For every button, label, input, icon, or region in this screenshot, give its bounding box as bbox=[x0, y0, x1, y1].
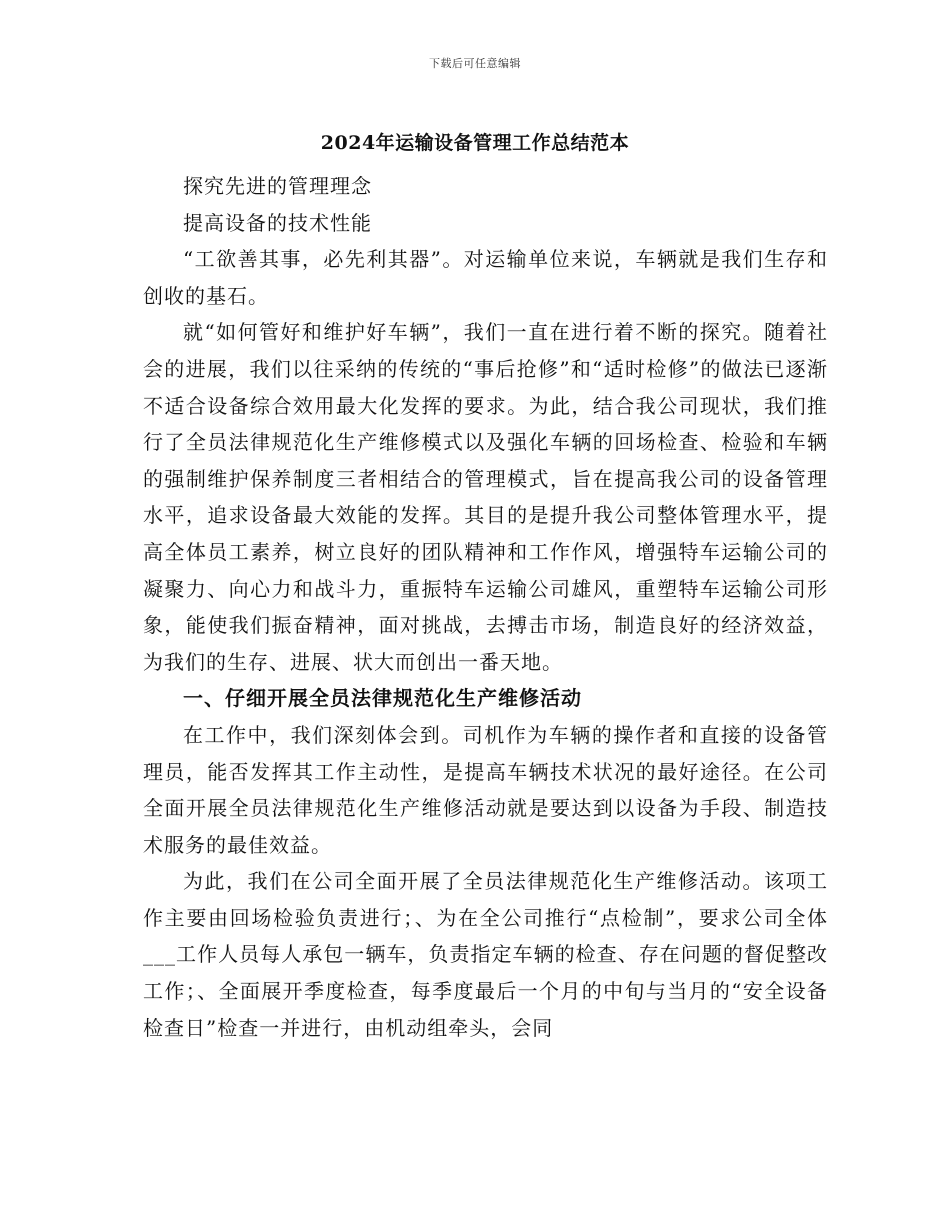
body-paragraph: 就“如何管好和维护好车辆”，我们一直在进行着不断的探究。随着社会的进展，我们以往采纳的传统的“事后抢修”和“适时检修”的做法已逐渐不适合设备综合效用最大化发挥的要求。为此，结合我公司现状，我们推行了全员法律规范化生产维修模式以及强化车辆的回场检查、检验和车辆的强制维护保养制度三者相结合的管理模式，旨在提高我公司的设备管理水平，追求设备最大效能的发挥。其目的是提升我公司整体管理水平，提高全体员工素养，树立良好的团队精神和工作作风，增强特车运输公司的凝聚力、向心力和战斗力，重振特车运输公司雄风，重塑特车运输公司形象，能使我们振奋精神，面对挑战，去搏击市场，制造良好的经济效益，为我们的生存、进展、状大而创出一番天地。 bbox=[143, 320, 828, 674]
body-paragraph: “工欲善其事，必先利其器”。对运输单位来说，车辆就是我们生存和创收的基石。 bbox=[143, 247, 828, 308]
header-note: 下载后可任意编辑 bbox=[429, 57, 521, 70]
body-paragraph: 为此，我们在公司全面开展了全员法律规范化生产维修活动。该项工作主要由回场检验负责进行；、为在全公司推行“点检制”，要求公司全体___工作人员每人承包一辆车，负责指定车辆的检查、存在问题的督促整改工作；、全面展开季度检查，每季度最后一个月的中旬与当月的“安全设备检查日”检查一并进行，由机动组牵头，会同 bbox=[143, 869, 828, 1040]
document-body bbox=[143, 168, 828, 1046]
body-paragraph: 在工作中，我们深刻体会到。司机作为车辆的操作者和直接的设备管理员，能否发挥其工作主动性，是提高车辆技术状况的最好途径。在公司全面开展全员法律规范化生产维修活动就是要达到以设备为手段、制造技术服务的最佳效益。 bbox=[143, 722, 828, 857]
document-title: 2024年运输设备管理工作总结范本 bbox=[320, 132, 630, 154]
section-heading: 一、仔细开展全员法律规范化生产维修活动 bbox=[183, 686, 582, 711]
subtitle-line: 探究先进的管理理念 bbox=[183, 174, 372, 198]
subtitle-line: 提高设备的技术性能 bbox=[183, 210, 372, 235]
